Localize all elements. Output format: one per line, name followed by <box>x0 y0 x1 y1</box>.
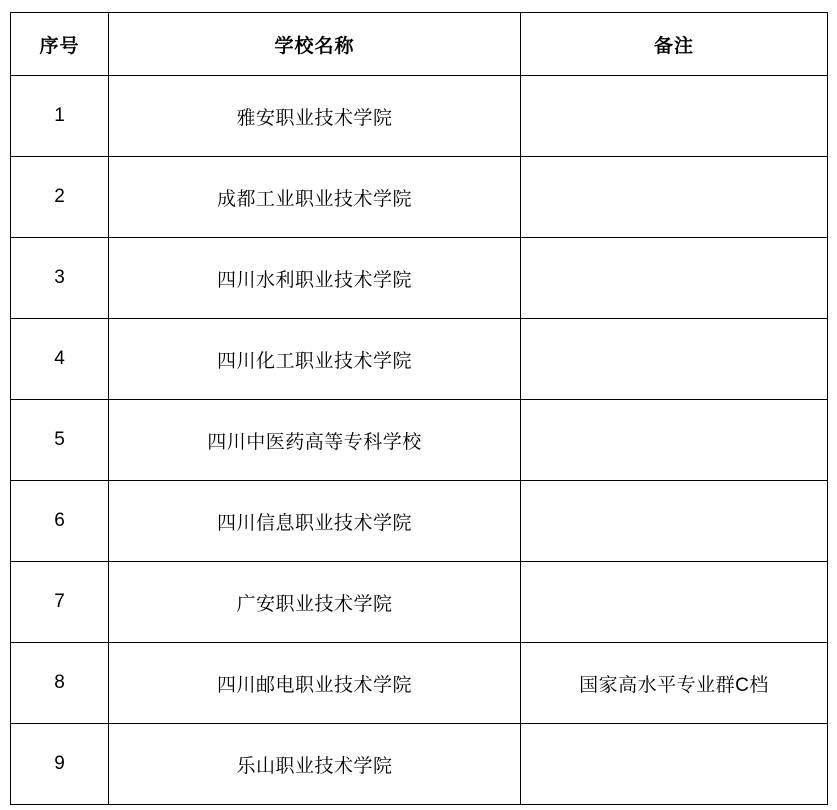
column-header-note: 备注 <box>521 13 828 76</box>
cell-note <box>521 157 828 238</box>
cell-school-name: 四川中医药高等专科学校 <box>109 400 521 481</box>
cell-school-name: 四川水利职业技术学院 <box>109 238 521 319</box>
table-row <box>11 76 828 157</box>
table-body <box>11 76 828 805</box>
column-header-name: 学校名称 <box>109 13 521 76</box>
cell-index: 1 <box>11 76 109 157</box>
cell-school-name: 四川化工职业技术学院 <box>109 319 521 400</box>
cell-note <box>521 724 828 805</box>
cell-note: 国家高水平专业群C档 <box>521 643 828 724</box>
table-row <box>11 400 828 481</box>
table-row <box>11 643 828 724</box>
cell-school-name: 雅安职业技术学院 <box>109 76 521 157</box>
cell-index: 9 <box>11 724 109 805</box>
table-row <box>11 238 828 319</box>
school-list-table <box>10 12 828 805</box>
cell-school-name: 广安职业技术学院 <box>109 562 521 643</box>
cell-school-name: 四川邮电职业技术学院 <box>109 643 521 724</box>
cell-index: 8 <box>11 643 109 724</box>
cell-note <box>521 481 828 562</box>
cell-school-name: 四川信息职业技术学院 <box>109 481 521 562</box>
table-row <box>11 481 828 562</box>
table-row <box>11 562 828 643</box>
cell-index: 7 <box>11 562 109 643</box>
cell-index: 5 <box>11 400 109 481</box>
table-header <box>11 13 828 76</box>
table-row <box>11 724 828 805</box>
table-row <box>11 157 828 238</box>
table-header-row <box>11 13 828 76</box>
cell-note <box>521 562 828 643</box>
cell-note <box>521 319 828 400</box>
column-header-index: 序号 <box>11 13 109 76</box>
cell-index: 6 <box>11 481 109 562</box>
cell-index: 4 <box>11 319 109 400</box>
cell-school-name: 乐山职业技术学院 <box>109 724 521 805</box>
cell-school-name: 成都工业职业技术学院 <box>109 157 521 238</box>
table-row <box>11 319 828 400</box>
cell-index: 3 <box>11 238 109 319</box>
cell-note <box>521 76 828 157</box>
cell-note <box>521 400 828 481</box>
cell-index: 2 <box>11 157 109 238</box>
cell-note <box>521 238 828 319</box>
